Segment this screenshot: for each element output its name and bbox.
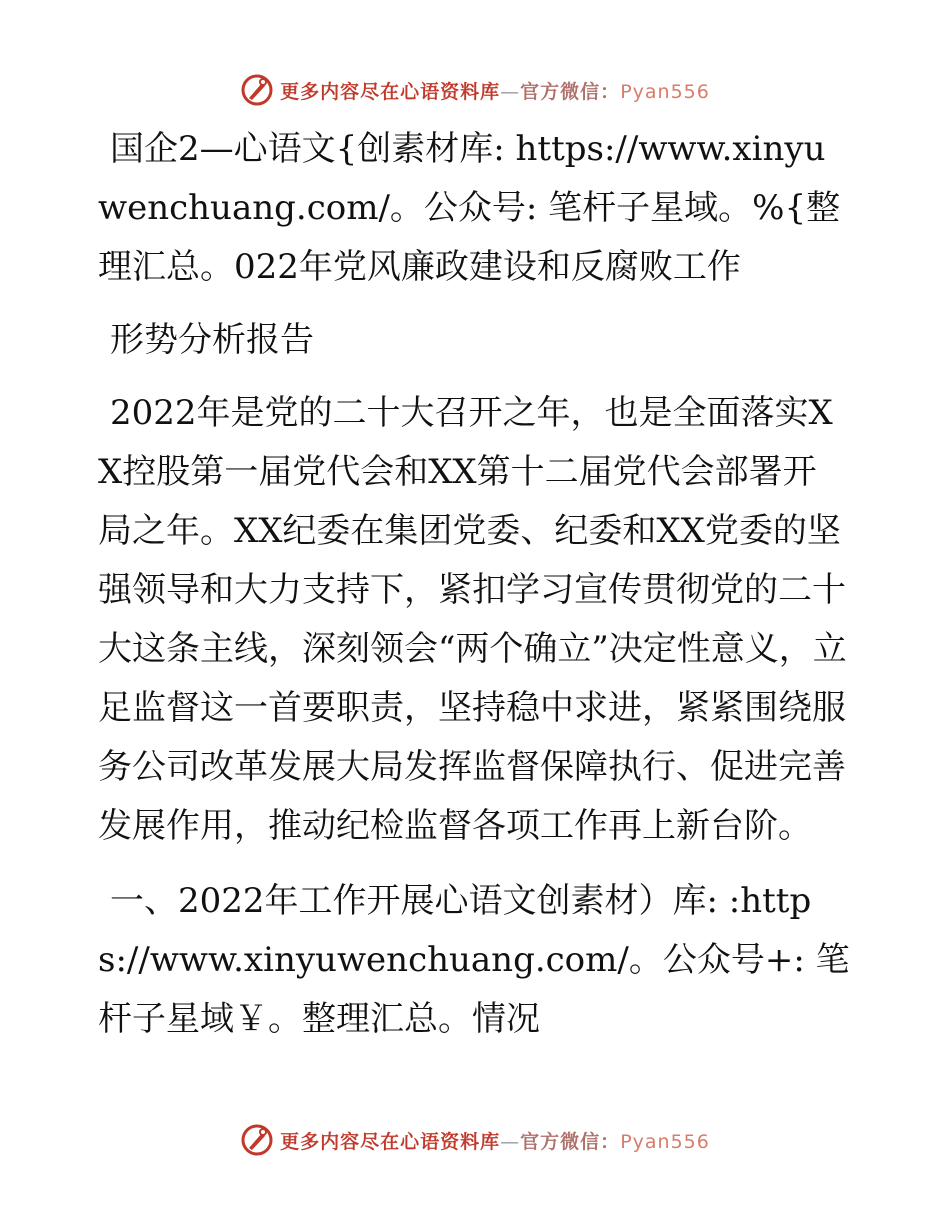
document-subtitle: 形势分析报告: [110, 320, 314, 360]
watermark-dash: —: [500, 80, 521, 103]
watermark-official-label: 官方微信：: [520, 80, 621, 103]
watermark-footer: [0, 1120, 950, 1160]
document-paragraph: 2022年是党的二十大召开之年，也是全面落实XX控股第一届党代会和XX第十二届党代会部署开局之年。XX纪委在集团党委、纪委和XX党委的坚强领导和大力支持下，紧扣学习宣传贯彻党的二十大这条主线，深刻领会“两个确立”决定性意义，立足监督这一首要职责，坚持稳中求进，紧紧围绕服务公司改革发展大局发挥监督保障执行、促进完善发展作用，推动纪检监督各项工作再上新台阶。: [98, 393, 847, 846]
watermark-account: Pyan556: [620, 1130, 710, 1153]
pen-logo-icon: [240, 73, 274, 107]
document-title-line: 国企2—心语文{创素材库: https://www.xinyuwenchuang.com/。公众号: 笔杆子星域。%{整理汇总。022年党风廉政建设和反腐败工作: [98, 129, 841, 287]
watermark-brand: 更多内容尽在心语资料库: [280, 1130, 501, 1153]
section-heading: 一、2022年工作开展心语文创素材）库: :https://www.xinyuwenchuang.com/。公众号+: 笔杆子星域￥。整理汇总。情况: [98, 881, 850, 1039]
watermark-dash: —: [500, 1130, 521, 1153]
watermark-text: [280, 1127, 710, 1154]
pen-logo-icon: [240, 1123, 274, 1157]
watermark-official-label: 官方微信：: [520, 1130, 621, 1153]
watermark-brand: 更多内容尽在心语资料库: [280, 80, 501, 103]
watermark-header: [0, 70, 950, 110]
document-body: [98, 120, 850, 1049]
watermark-account: Pyan556: [620, 80, 710, 103]
watermark-text: [280, 77, 710, 104]
